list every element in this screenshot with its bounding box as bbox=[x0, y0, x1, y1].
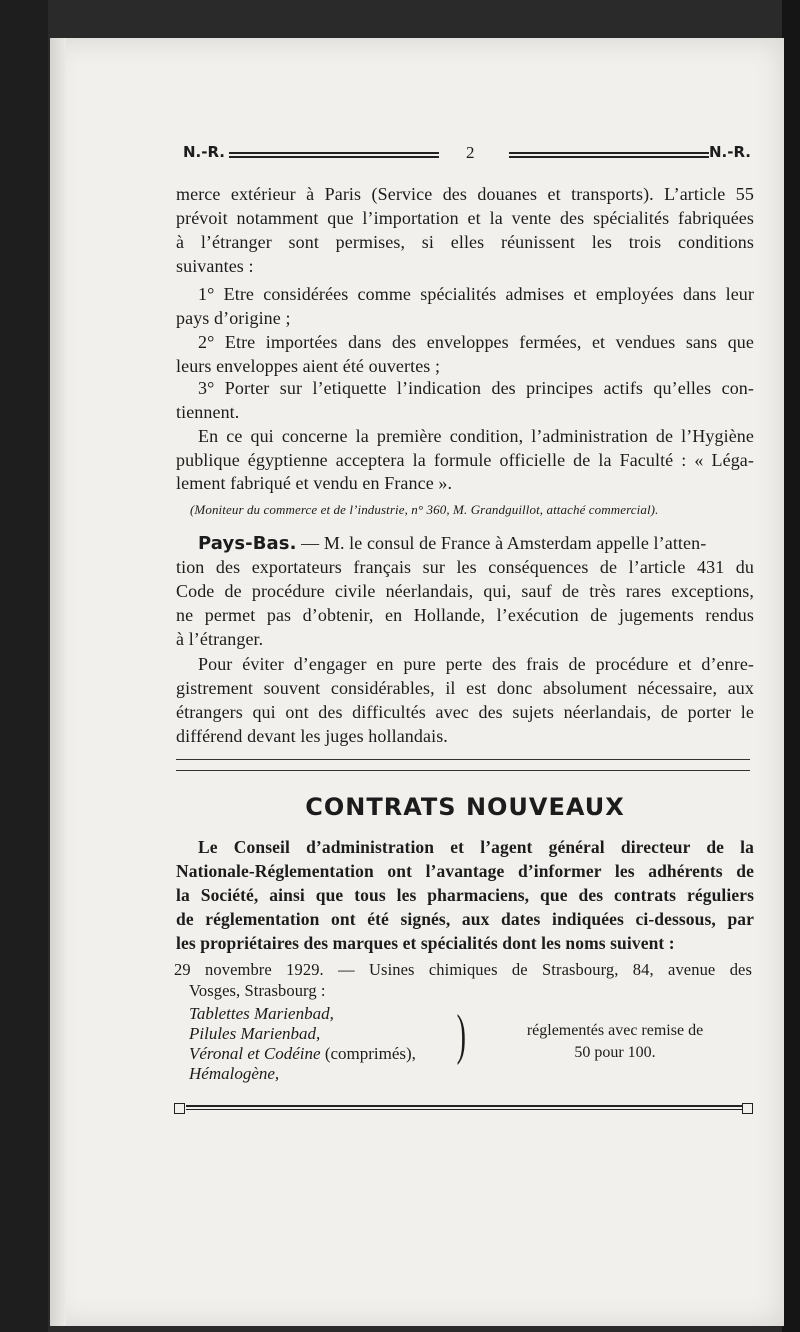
text-line: Pour éviter d’engager en pure perte des frais de procédure et d’enre- bbox=[198, 654, 754, 674]
entry-address: Vosges, Strasbourg : bbox=[189, 981, 326, 1000]
ornament-square bbox=[742, 1103, 753, 1114]
text-line: prévoit notamment que l’importation et la vente des spécialités fabriquées bbox=[176, 208, 754, 228]
product-item-3 bbox=[189, 1044, 416, 1064]
page-binding-edge bbox=[50, 38, 66, 1326]
text-line: à l’étranger. bbox=[176, 629, 264, 649]
product-name: Véronal et Codéine bbox=[189, 1044, 321, 1063]
text-line: différend devant les juges hollandais. bbox=[176, 726, 448, 746]
text-line: étrangers qui ont des difficultés avec des sujets néerlandais, de porter le bbox=[176, 702, 754, 722]
header-left: N.-R. bbox=[183, 143, 226, 161]
text-line: tion des exportateurs français sur les conséquences de l’article 431 du bbox=[176, 557, 754, 577]
paysbas-line: — M. le consul de France à Amsterdam appelle l’atten- bbox=[296, 533, 707, 553]
text-line: Code de procédure civile néerlandais, qui, sauf de très rares exceptions, bbox=[176, 581, 754, 601]
text-line: gistrement souvent considérables, il est donc absolument nécessaire, aux bbox=[176, 678, 754, 698]
ornament-square bbox=[174, 1103, 185, 1114]
section-separator bbox=[176, 759, 750, 760]
product-item: Hémalogène, bbox=[189, 1064, 280, 1083]
text-line: Le Conseil d’administration et l’agent général directeur de la bbox=[198, 837, 754, 857]
product-suffix: (comprimés), bbox=[320, 1044, 416, 1063]
text-line: ne permet pas d’obtenir, en Hollande, l’exécution de jugements rendus bbox=[176, 605, 754, 625]
terms-line: 50 pour 100. bbox=[574, 1044, 656, 1061]
scan-border-right bbox=[782, 0, 800, 1332]
text-line: leurs enveloppes aient été ouvertes ; bbox=[176, 356, 441, 376]
text-line: En ce qui concerne la première condition, l’administration de l’Hygiène bbox=[198, 426, 754, 446]
product-item: Tablettes Marienbad, bbox=[189, 1004, 334, 1023]
text-line: lement fabriqué et vendu en France ». bbox=[176, 473, 453, 493]
text-line: publique égyptienne acceptera la formule officielle de la Faculté : « Léga- bbox=[176, 450, 754, 470]
header-right: N.-R. bbox=[708, 143, 751, 161]
header-rule-left bbox=[229, 152, 439, 158]
text-line: merce extérieur à Paris (Service des douanes et transports). L’article 55 bbox=[176, 184, 754, 204]
text-line: tiennent. bbox=[176, 402, 240, 422]
terms-line: réglementés avec remise de bbox=[526, 1022, 704, 1039]
page-number: 2 bbox=[466, 143, 475, 162]
section-separator bbox=[176, 770, 750, 771]
condition-2: 2° Etre importées dans des enveloppes fermées, et vendues sans que bbox=[198, 332, 754, 352]
text-line: de réglementation ont été signés, aux dates indiquées ci-dessous, par bbox=[176, 909, 754, 929]
header-rule-right bbox=[509, 152, 709, 158]
paysbas-first-line bbox=[198, 533, 754, 554]
text-line: à l’étranger sont permises, si elles réunissent les trois conditions bbox=[176, 232, 754, 252]
text-line: suivantes : bbox=[176, 256, 254, 276]
text-line: Nationale-Réglementation ont l’avantage d’informer les adhérents de bbox=[176, 861, 754, 881]
scan-border-left bbox=[0, 0, 48, 1332]
text-line: pays d’origine ; bbox=[176, 308, 291, 328]
paysbas-heading: Pays-Bas. bbox=[198, 533, 297, 554]
grouping-brace: ) bbox=[456, 1004, 466, 1066]
text-line: la Société, ainsi que tous les pharmaciens, que des contrats réguliers bbox=[176, 885, 754, 905]
section-title: CONTRATS NOUVEAUX bbox=[305, 793, 625, 821]
ornament-bar bbox=[186, 1105, 742, 1110]
condition-1: 1° Etre considérées comme spécialités admises et employées dans leur bbox=[198, 284, 754, 304]
bottom-ornament-rule bbox=[174, 1103, 754, 1117]
entry-date: 29 novembre 1929. — Usines chimiques de Strasbourg, 84, avenue des bbox=[174, 960, 752, 979]
condition-3: 3° Porter sur l’etiquette l’indication des principes actifs qu’elles con- bbox=[198, 378, 754, 398]
product-item: Pilules Marienbad, bbox=[189, 1024, 321, 1043]
text-line: les propriétaires des marques et spécialités dont les noms suivent : bbox=[176, 933, 675, 953]
running-header bbox=[183, 143, 751, 165]
citation: (Moniteur du commerce et de l’industrie, n° 360, M. Grandguillot, attaché commercial). bbox=[190, 502, 659, 517]
